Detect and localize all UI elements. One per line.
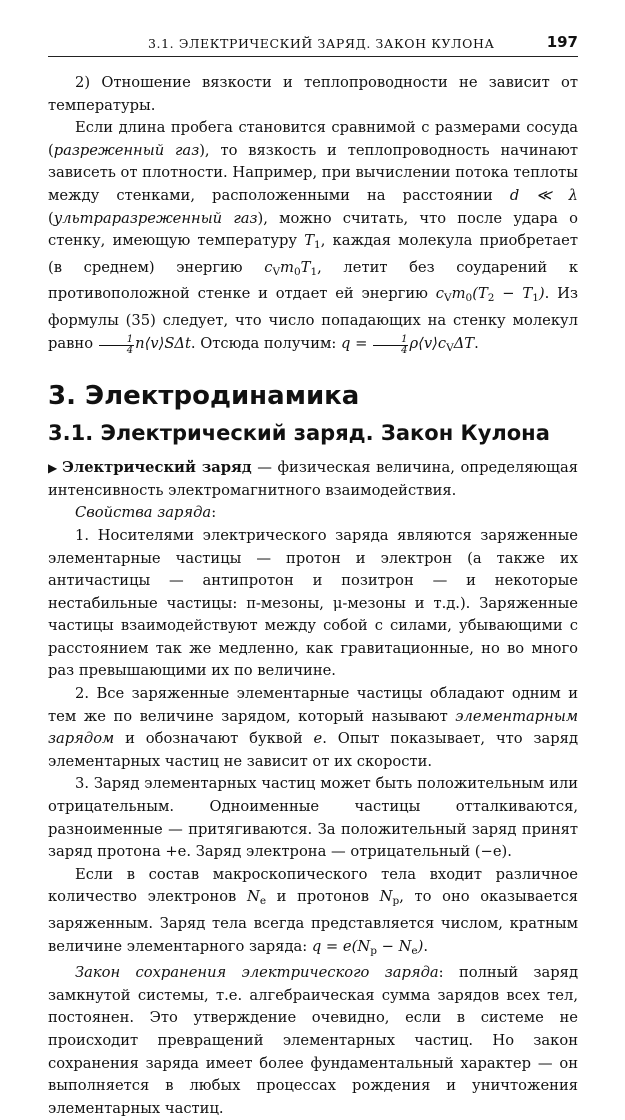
text-fragment: ), можно считать, что после удара о стенку, имеющую температуру	[48, 209, 578, 250]
formula-d-ll-lambda: d ≪ λ	[509, 186, 578, 204]
formula-molecule-count: $\frac{1}{4}$ n⟨v⟩SΔt	[98, 335, 191, 352]
property-3: 3. Заряд элементарных частиц может быть положительным или отрицательным. Одноименные частицы отталкиваются, разноименные — притягиваются. За положительный заряд принят заряд протона +e. Заряд электрона — отрицательный (−e).	[48, 775, 578, 861]
text-fragment: . Отсюда получим:	[190, 334, 342, 352]
chapter-title: 3. Электродинамика	[48, 381, 360, 412]
term-ultrararefied-gas: ультраразреженный газ	[53, 209, 258, 227]
property-4	[48, 864, 578, 962]
term-rarefied-gas: разреженный газ	[53, 141, 200, 159]
intro-paragraph-2	[48, 117, 578, 359]
definition-paragraph	[48, 457, 578, 502]
formula-energy-transfer: $c_Vm_0(T_2 - T_1)$	[435, 285, 545, 305]
properties-heading	[48, 502, 578, 525]
text-fragment: и обозначают буквой	[114, 730, 314, 748]
text-fragment: :	[211, 504, 217, 522]
text-fragment: Если в состав макроскопического тела входит различное количество электронов	[48, 865, 578, 906]
text-fragment: , летит без соударений к противоположной стенке и отдает ей энергию	[48, 258, 578, 303]
running-head-title: 3.1. ЭЛЕКТРИЧЕСКИЙ ЗАРЯД. ЗАКОН КУЛОНА	[148, 36, 495, 51]
formula-t1: $T_1$	[304, 232, 321, 252]
section-title: 3.1. Электрический заряд. Закон Кулона	[48, 421, 550, 446]
text-fragment: (	[48, 209, 54, 227]
page-body	[48, 72, 578, 1120]
property-1: 1. Носителями электрического заряда являются заряженные элементарные частицы — протон и электрон (а также их античастицы — антипротон и позитрон — и некоторые нестабильные частицы: π-мезоны, μ-мезоны и т.д.). Заряженные частицы взаимодействуют между собой с силами, убывающими с расстоянием так же медленно, как гравитационные, но во много раз превышающими их по величине.	[48, 526, 578, 680]
text-fragment: , каждая молекула приобретает (в среднем) энергию	[48, 232, 578, 276]
symbol-np: $N_p$	[379, 888, 400, 908]
formula-cv-m0-t1: $c_Vm_0T_1$	[264, 258, 318, 278]
text-fragment: и протонов	[266, 888, 380, 906]
symbol-e: e	[313, 730, 323, 748]
text-fragment: ), то вязкость и теплопроводность начинают зависеть от плотности. Например, при вычислении потока теплоты между стенками, расположенными на расстоянии	[48, 141, 578, 204]
conservation-term: Закон сохранения электрического заряда	[75, 964, 439, 982]
running-head	[48, 33, 578, 57]
term-elementary-charge: элементарным зарядом	[48, 707, 578, 748]
conservation-text: : полный заряд замкнутой системы, т.е. алгебраическая сумма зарядов всех тел, постоянен. Это утверждение очевидно, если в системе не происходит превращений элементарных частиц. Но закон сохранения заряда имеет более фундаментальный характер — он выполняется в любых процессах рождения и уничтожения элементарных частиц.	[48, 964, 578, 1117]
intro-paragraph-1: 2) Отношение вязкости и теплопроводности не зависит от температуры.	[48, 74, 578, 114]
formula-body-charge: $q = e(N_p - N_e)$	[311, 937, 424, 957]
triangle-bullet-icon: ▶	[48, 461, 59, 476]
text-fragment: . Опыт показывает, что заряд элементарных частиц не зависит от их скорости.	[48, 730, 578, 770]
text-fragment: , то оно оказывается заряженным. Заряд тела всегда представляется числом, кратным величине элементарного заряда:	[48, 888, 579, 955]
text-fragment: . Из формулы (35) следует, что число попадающих на стенку молекул равно	[48, 285, 578, 352]
formula-heat-flux: q = $\frac{1}{4}$ $\rho⟨v⟩c_V\Delta T$	[341, 333, 475, 356]
conservation-paragraph	[48, 962, 578, 1120]
page-number: 197	[546, 33, 578, 51]
properties-heading-text: Свойства заряда	[75, 504, 212, 522]
property-2	[48, 683, 578, 773]
text-fragment: Если длина пробега становится сравнимой с размерами сосуда (	[48, 119, 578, 159]
definition-text: — физическая величина, определяющая интенсивность электромагнитного взаимодействия.	[48, 459, 578, 499]
text-fragment: 2. Все заряженные элементарные частицы обладают одним и тем же по величине зарядом, который называют	[48, 685, 578, 725]
text-fragment: .	[474, 334, 479, 352]
text-fragment: .	[423, 937, 429, 955]
definition-term: Электрический заряд	[62, 459, 252, 477]
symbol-ne: $N_e$	[246, 888, 267, 908]
